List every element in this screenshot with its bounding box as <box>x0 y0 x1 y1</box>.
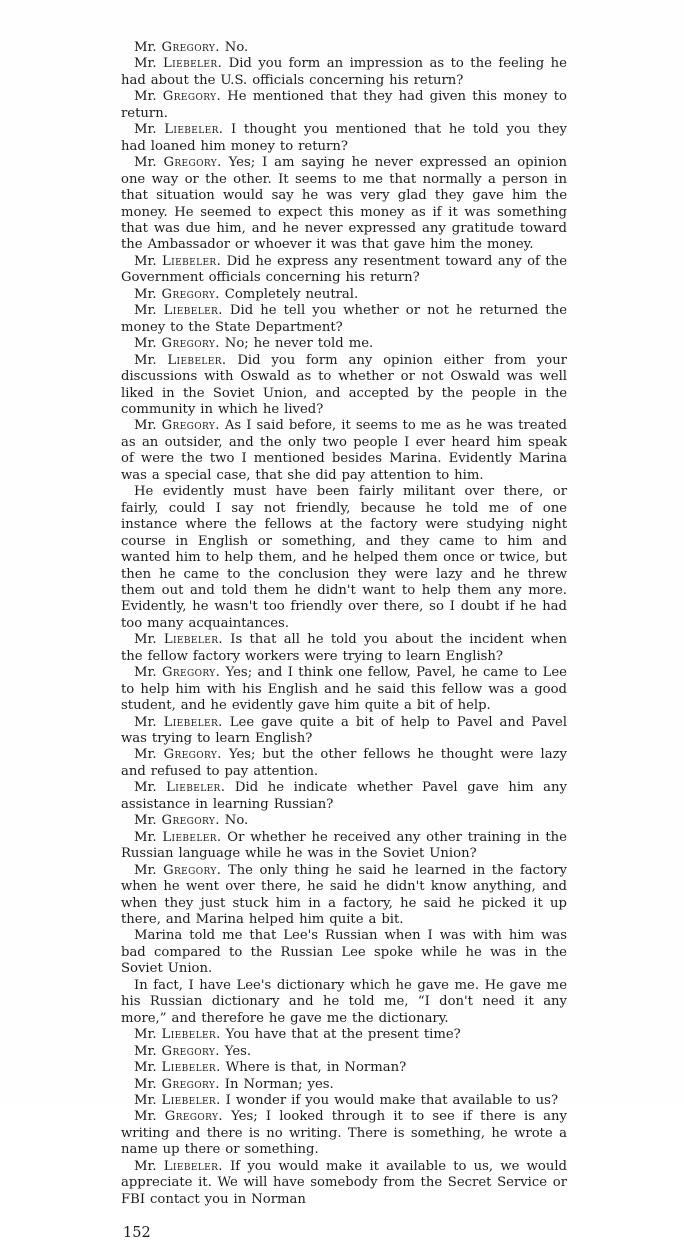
speaker-name: Mr. Liebeler. <box>134 1093 221 1108</box>
page-number: 152 <box>123 1225 151 1241</box>
transcript-paragraph: Marina told me that Lee's Russian when I was with him was bad compared to the Russian Lee spoke while he was in the Soviet Union. <box>121 928 567 977</box>
transcript-paragraph: Mr. Liebeler. Or whether he received any other training in the Russian language while he was in the Soviet Union? <box>121 829 567 862</box>
transcript-paragraph: Mr. Liebeler. Lee gave quite a bit of help to Pavel and Pavel was trying to learn English? <box>121 714 567 747</box>
speaker-name: Mr. Liebeler. <box>134 714 223 730</box>
transcript-paragraph: Mr. Liebeler. I thought you mentioned that he told you they had loaned him money to return? <box>121 122 567 154</box>
transcript-paragraph: Mr. Liebeler. If you would make it available to us, we would appreciate it. We will have somebody from the Secret Service or FBI contact you in Norman <box>121 1158 567 1207</box>
speaker-name: Mr. Liebeler. <box>134 352 227 368</box>
speaker-name: Mr. Gregory. <box>134 155 222 171</box>
transcript-paragraph: Mr. Liebeler. Where is that, in Norman? <box>134 1060 407 1076</box>
transcript-paragraph: Mr. Gregory. Yes; I am saying he never expressed an opinion one way or the other. It seems to me that normally a person in that situation would say he was very glad they gave him the money. He seemed to expect this money as if it was something that was due him, and he never expressed any gratitude toward the Ambassador or whoever it was that gave him the money. <box>121 155 567 253</box>
speaker-name: Mr. Gregory. <box>134 336 220 352</box>
transcript-paragraph: He evidently must have been fairly militant over there, or fairly, could I say not friendly, because he told me of one instance where the fellows at the factory were studying night course in English or something, and they came to him and wanted him to help them, and he helped them once or twice, but then he came to the conclusion they were lazy and he threw them out and told them he didn't want to help them any more. Evidently, he wasn't too friendly over there, so I doubt if he had too many acquaintances. <box>121 484 567 631</box>
speaker-name: Mr. Liebeler. <box>134 632 223 648</box>
transcript-paragraph: Mr. Gregory. Yes. <box>134 1043 252 1059</box>
transcript-paragraph: Mr. Gregory. No; he never told me. <box>134 336 374 352</box>
transcript-paragraph: Mr. Liebeler. Did he indicate whether Pavel gave him any assistance in learning Russian? <box>121 780 567 812</box>
speaker-name: Mr. Gregory. <box>134 418 220 434</box>
speaker-name: Mr. Gregory. <box>134 286 220 302</box>
transcript-paragraph: Mr. Gregory. Yes; and I think one fellow, Pavel, he came to Lee to help him with his English and he said this fellow was a good student, and he evidently gave him quite a bit of help. <box>121 665 567 714</box>
transcript-paragraph: Mr. Gregory. Yes; but the other fellows he thought were lazy and refused to pay attention. <box>121 747 567 779</box>
transcript-paragraph: Mr. Gregory. No. <box>134 813 249 829</box>
speaker-name: Mr. Gregory. <box>134 862 222 878</box>
speaker-name: Mr. Liebeler. <box>134 122 224 138</box>
speaker-name: Mr. Liebeler. <box>134 1158 223 1174</box>
transcript-paragraph: Mr. Gregory. Completely neutral. <box>134 286 359 302</box>
transcript-paragraph: In fact, I have Lee's dictionary which he gave me. He gave me his Russian dictionary and he told me, “I don't need it any more,” and therefore he gave me the dictionary. <box>121 977 567 1026</box>
transcript-paragraph: Mr. Gregory. Yes; I looked through it to see if there is any writing and there is no writing. There is something, he wrote a name up there or something. <box>121 1109 567 1158</box>
transcript-paragraph: Mr. Liebeler. Did he express any resentment toward any of the Government officials concerning his return? <box>121 253 567 286</box>
transcript-paragraph: Mr. Liebeler. Is that all he told you about the incident when the fellow factory workers were trying to learn English? <box>121 632 567 664</box>
transcript-paragraph: Mr. Liebeler. I wonder if you would make that available to us? <box>134 1093 559 1108</box>
speaker-name: Mr. Gregory. <box>134 813 220 829</box>
speaker-name: Mr. Liebeler. <box>134 1027 221 1043</box>
transcript-paragraph: Mr. Liebeler. You have that at the present time? <box>134 1027 461 1043</box>
transcript-paragraph: Mr. Gregory. In Norman; yes. <box>134 1076 334 1092</box>
speaker-name: Mr. Liebeler. <box>134 253 222 269</box>
speaker-name: Mr. Gregory. <box>134 747 222 763</box>
speaker-name: Mr. Liebeler. <box>134 1060 221 1076</box>
transcript-paragraph: Mr. Liebeler. Did he tell you whether or not he returned the money to the State Department? <box>121 303 567 335</box>
speaker-name: Mr. Gregory. <box>134 89 222 105</box>
transcript-paragraph: Mr. Liebeler. Did you form an impression as to the feeling he had about the U.S. officials concerning his return? <box>121 56 567 88</box>
transcript-paragraph: Mr. Gregory. As I said before, it seems to me as he was treated as an outsider, and the only two people I ever heard him speak of were the two I mentioned besides Marina. Evidently Marina was a special case, that she did pay attention to him. <box>121 418 567 483</box>
transcript-paragraph: Mr. Gregory. He mentioned that they had given this money to return. <box>121 89 567 121</box>
transcript-body <box>121 40 567 1241</box>
speaker-name: Mr. Liebeler. <box>134 780 226 796</box>
speaker-name: Mr. Liebeler. <box>134 829 222 845</box>
speaker-name: Mr. Gregory. <box>134 665 221 681</box>
speaker-name: Mr. Liebeler. <box>134 303 223 319</box>
speaker-name: Mr. Liebeler. <box>134 56 223 72</box>
speaker-name: Mr. Gregory. <box>134 1043 220 1059</box>
transcript-paragraph: Mr. Gregory. The only thing he said he learned in the factory when he went over there, he said he didn't know anything, and when they just stuck him in a factory, he said he picked it up there, and Marina helped him quite a bit. <box>121 862 567 928</box>
transcript-paragraph: Mr. Gregory. No. <box>134 40 249 55</box>
transcript-paragraph: Mr. Liebeler. Did you form any opinion either from your discussions with Oswald as to whether or not Oswald was well liked in the Soviet Union, and accepted by the people in the community in which he lived? <box>121 352 567 417</box>
speaker-name: Mr. Gregory. <box>134 1076 220 1092</box>
speaker-name: Mr. Gregory. <box>134 40 220 55</box>
speaker-name: Mr. Gregory. <box>134 1109 223 1125</box>
